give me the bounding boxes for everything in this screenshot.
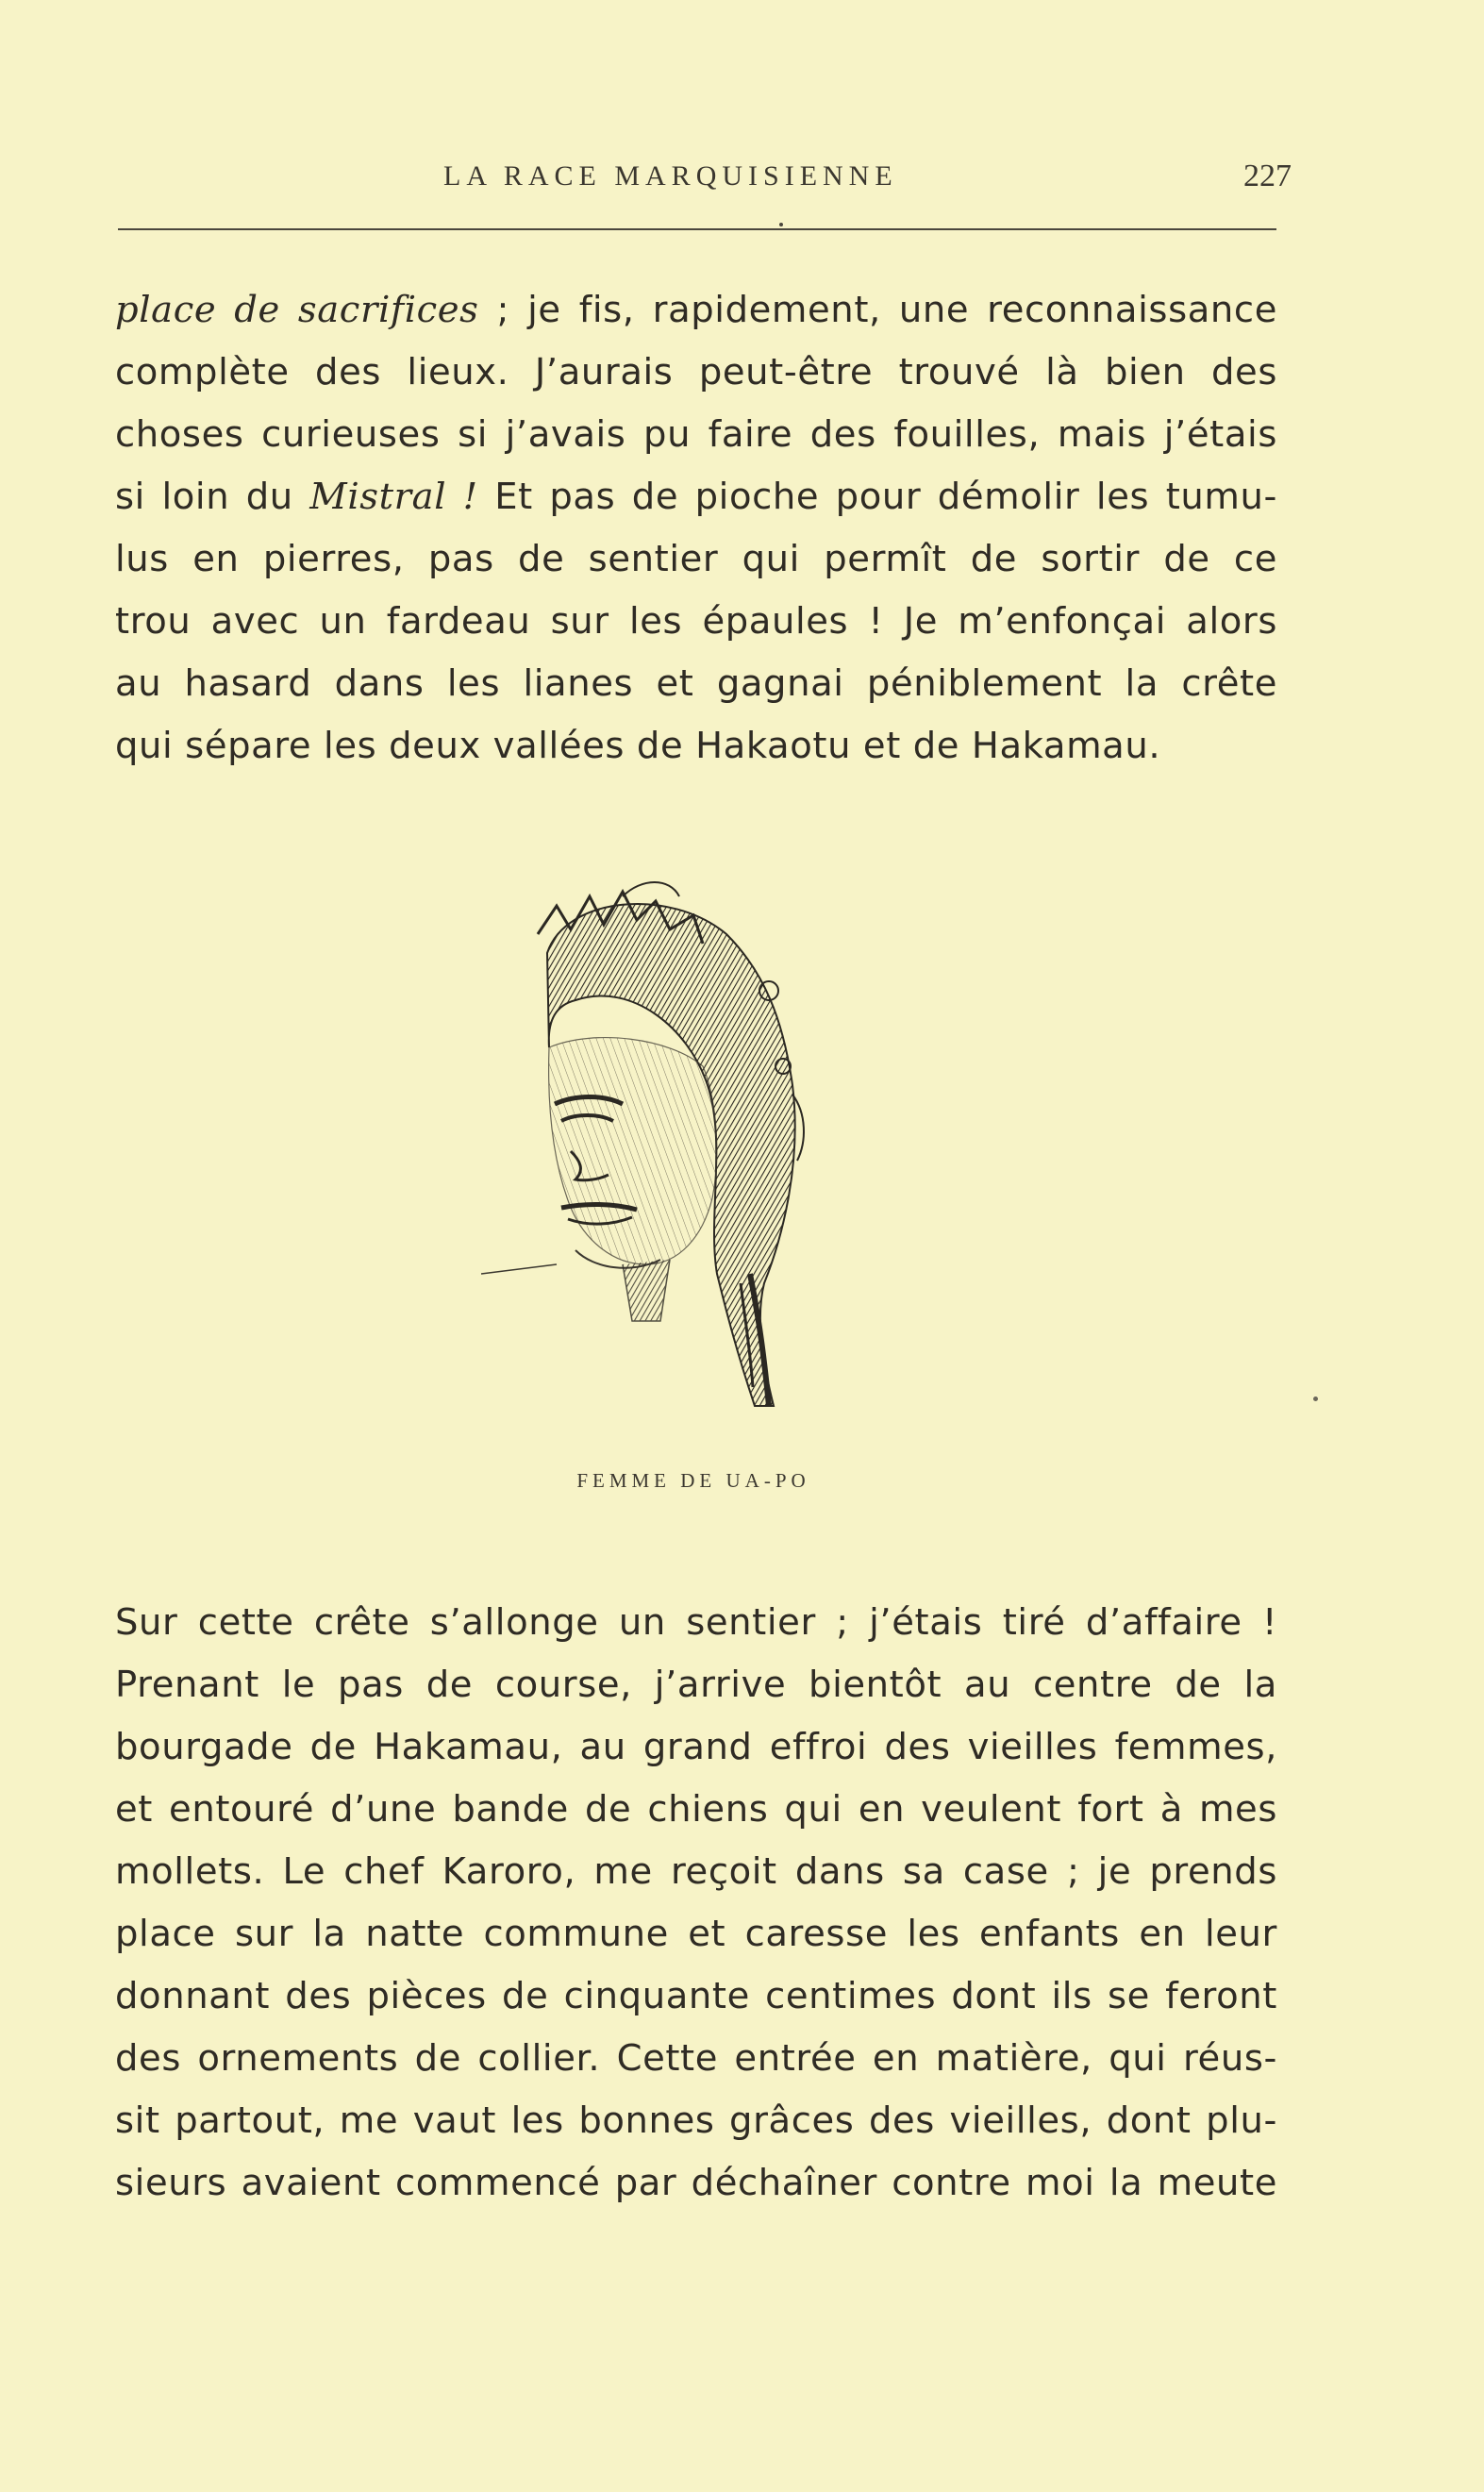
- text-line: place sur la natte commune et caresse les enfants en leur: [115, 1913, 1277, 1955]
- text-line: choses curieuses si j’avais pu faire des fouilles, mais j’étais: [115, 413, 1277, 456]
- running-title: LA RACE MARQUISIENNE: [443, 160, 898, 192]
- text-line: complète des lieux. J’aurais peut-être trouvé là bien des: [115, 351, 1277, 393]
- woman-portrait-drawing: [481, 878, 934, 1425]
- text-line: trou avec un fardeau sur les épaules ! Je m’enfonçai alors: [115, 600, 1277, 643]
- text-line: donnant des pièces de cinquante centimes dont ils se feront: [115, 1975, 1277, 2017]
- text-line: qui sépare les deux vallées de Hakaotu et de Hakamau.: [115, 725, 1161, 767]
- text-line: sieurs avaient commencé par déchaîner contre moi la meute: [115, 2162, 1277, 2204]
- text-line: Prenant le pas de course, j’arrive bientôt au centre de la: [115, 1664, 1277, 1706]
- header-rule-ornament: [779, 223, 783, 226]
- paragraph-1: [115, 279, 1277, 778]
- text-line: lus en pierres, pas de sentier qui permît de sortir de ce: [115, 538, 1277, 580]
- page-number: 227: [1243, 159, 1292, 193]
- paper-speck: [1313, 1397, 1318, 1401]
- text-line: sit partout, me vaut les bonnes grâces des vieilles, dont plu-: [115, 2099, 1277, 2142]
- text-line: mollets. Le chef Karoro, me reçoit dans sa case ; je prends: [115, 1850, 1277, 1893]
- header-rule: [118, 228, 1276, 230]
- italic-ship-name: Mistral !: [309, 476, 478, 518]
- portrait-illustration: [481, 878, 934, 1425]
- text-line: si loin du Mistral ! Et pas de pioche pour démolir les tumu-: [115, 476, 1277, 518]
- text-line: des ornements de collier. Cette entrée en matière, qui réus-: [115, 2037, 1277, 2080]
- text-line: au hasard dans les lianes et gagnai péniblement la crête: [115, 662, 1277, 705]
- figure-caption: FEMME DE UA-PO: [576, 1469, 810, 1492]
- text-line: et entouré d’une bande de chiens qui en veulent fort à mes: [115, 1788, 1277, 1831]
- text-line: Sur cette crête s’allonge un sentier ; j’étais tiré d’affaire !: [115, 1601, 1277, 1644]
- text-line: bourgade de Hakamau, au grand effroi des vieilles femmes,: [115, 1726, 1277, 1768]
- paragraph-2: [115, 1592, 1277, 2215]
- text-line: place de sacrifices ; je fis, rapidement, une reconnaissance: [115, 289, 1277, 331]
- italic-phrase: place de sacrifices: [115, 289, 479, 331]
